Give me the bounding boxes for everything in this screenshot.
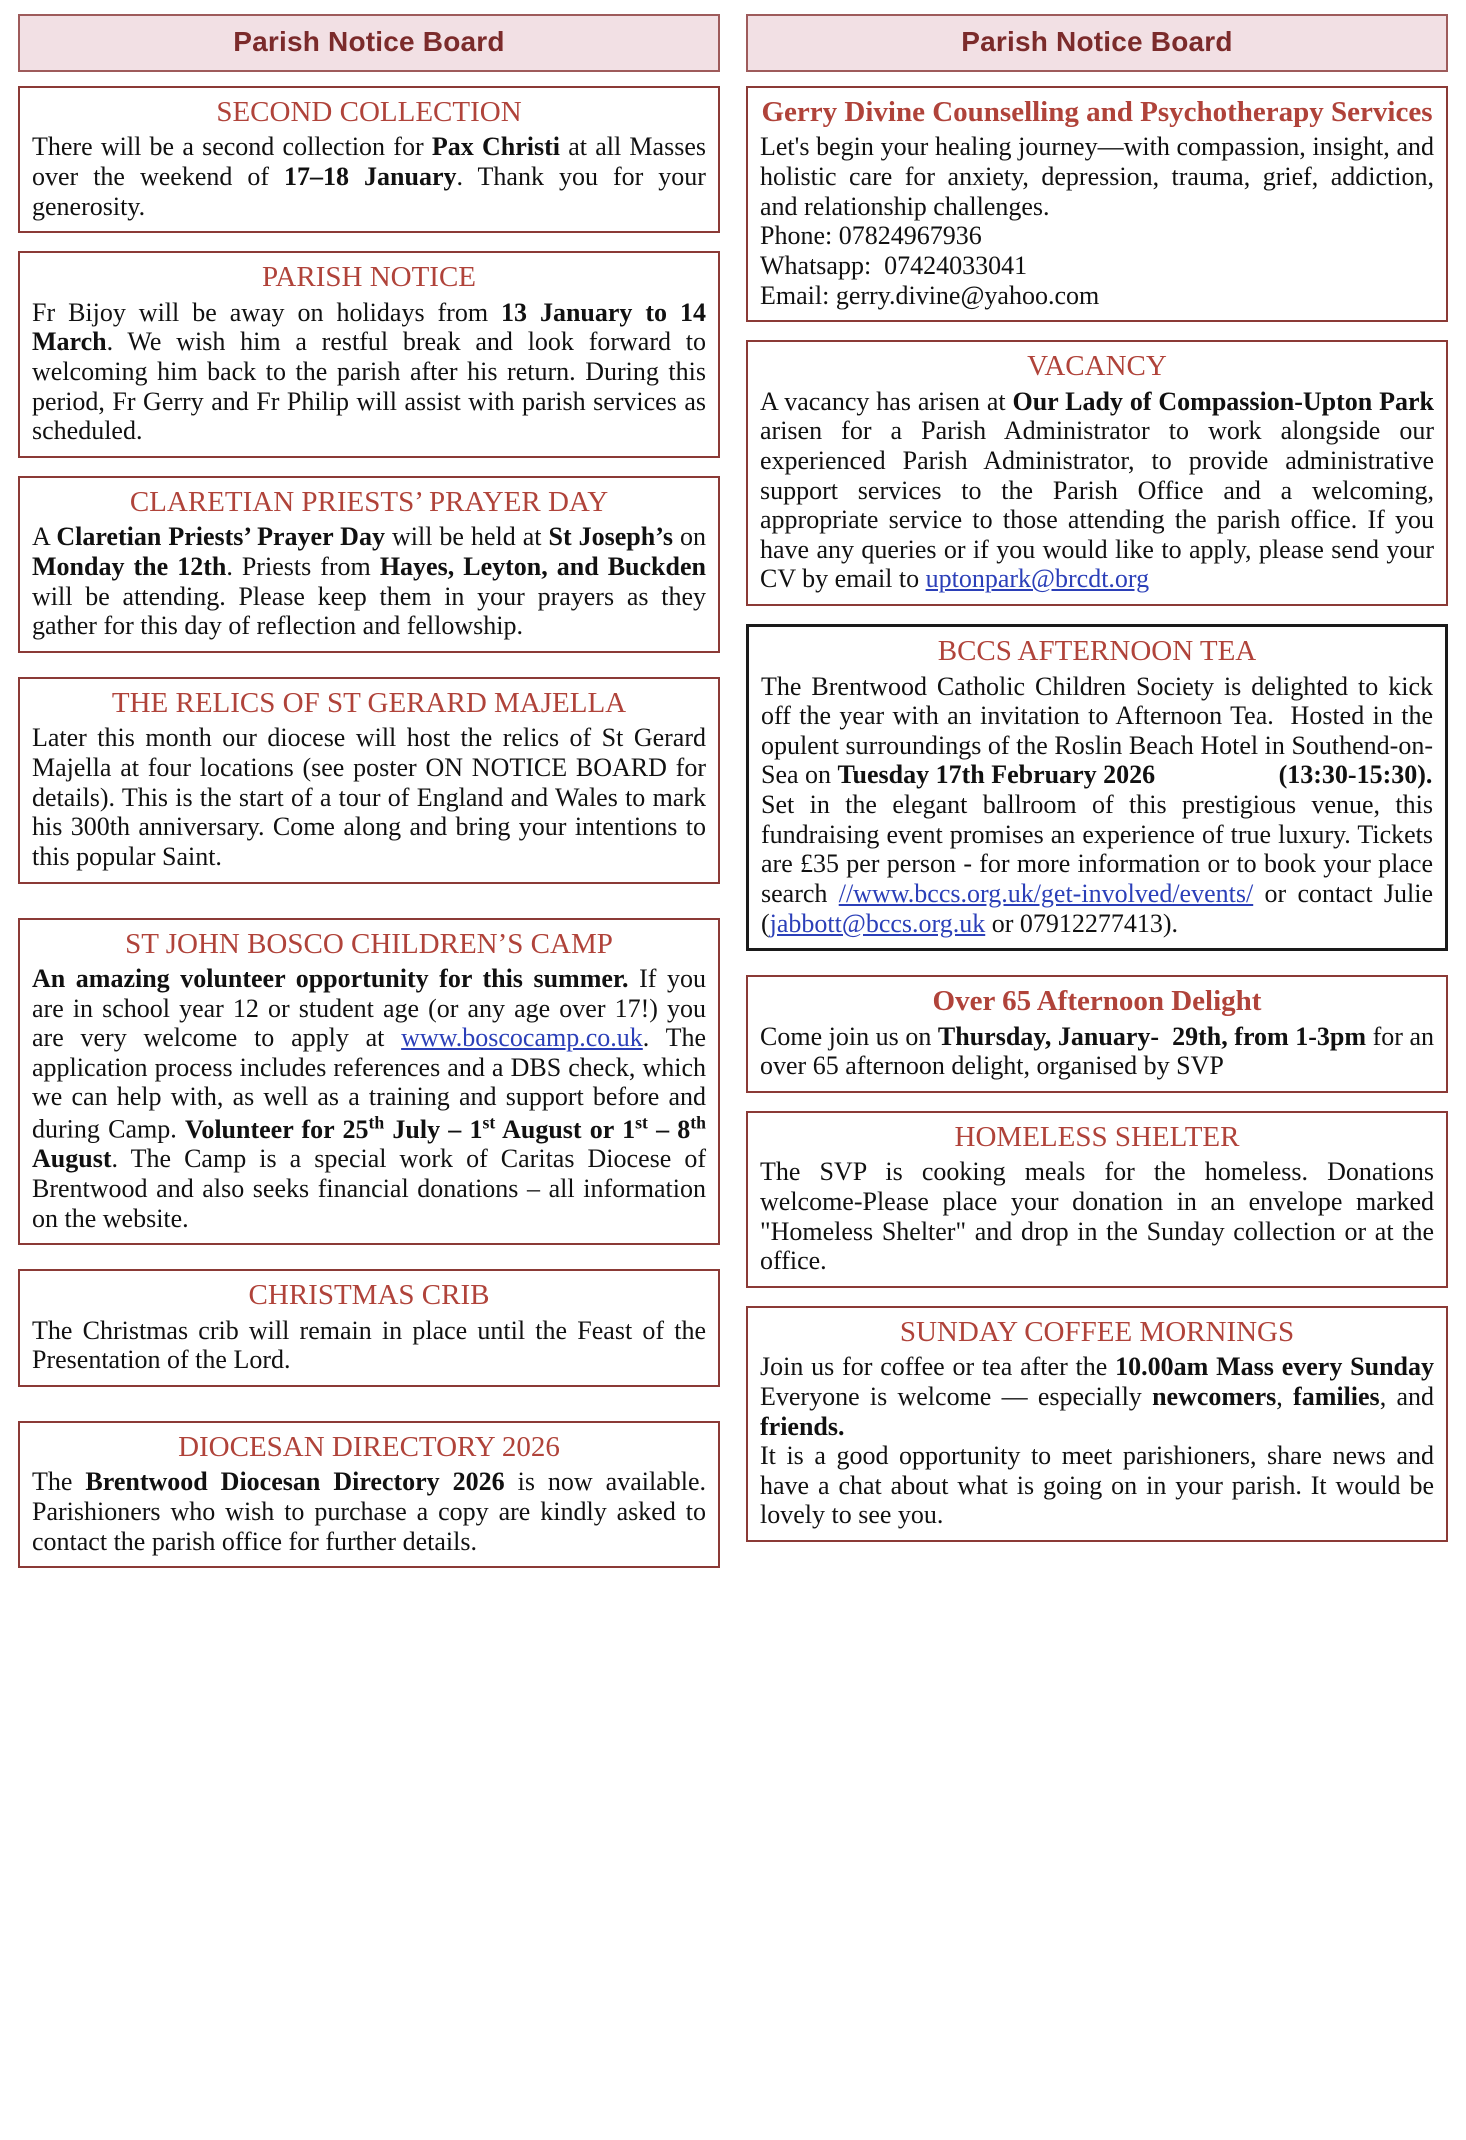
notice-body: Fr Bijoy will be away on holidays from 13 January to 14 March. We wish him a restful break and look forward to welcoming him back to the parish after his return. During this period, Fr Gerry and Fr Philip will assist with parish services as scheduled. bbox=[32, 297, 706, 446]
notice-title: HOMELESS SHELTER bbox=[954, 1120, 1240, 1153]
notice-box bbox=[746, 86, 1448, 322]
left-banner bbox=[18, 14, 720, 72]
notice-body: A vacancy has arisen at Our Lady of Compassion-Upton Park arisen for a Parish Administrator to work alongside our experienced Parish Administrator, to provide administrative support services to the Parish Office and a welcoming, appropriate service to those attending the parish office. If you have any queries or if you would like to apply, please send your CV by email to uptonpark@brcdt.org bbox=[760, 386, 1434, 594]
jabbott-email-link[interactable]: jabbott@bccs.org.uk bbox=[769, 908, 986, 938]
notice-title: Gerry Divine Counselling and Psychotherapy Services bbox=[761, 96, 1433, 128]
right-column bbox=[746, 14, 1448, 1560]
notice-box bbox=[746, 340, 1448, 606]
notice-body: Come join us on Thursday, January- 29th, from 1-3pm for an over 65 afternoon delight, organised by SVP bbox=[760, 1021, 1434, 1081]
right-notice-list bbox=[746, 86, 1448, 1560]
notice-box bbox=[746, 1306, 1448, 1542]
notice-title: THE RELICS OF ST GERARD MAJELLA bbox=[111, 686, 627, 719]
right-banner bbox=[746, 14, 1448, 72]
right-banner-title: Parish Notice Board bbox=[961, 26, 1233, 57]
notice-title: SUNDAY COFFEE MORNINGS bbox=[899, 1315, 1295, 1348]
left-column bbox=[18, 14, 720, 1586]
notice-title: BCCS AFTERNOON TEA bbox=[937, 635, 1257, 668]
notice-body: Join us for coffee or tea after the 10.00am Mass every Sunday Everyone is welcome — especially newcomers, families, and friends. It is a good opportunity to meet parishioners, share news and have a chat about what is going on in your parish. It would be lovely to see you. bbox=[760, 1352, 1434, 1530]
notice-body: The Christmas crib will remain in place until the Feast of the Presentation of the Lord. bbox=[32, 1315, 706, 1375]
notice-title: CLARETIAN PRIESTS’ PRAYER DAY bbox=[129, 485, 609, 518]
notice-box bbox=[18, 677, 720, 884]
spacer bbox=[18, 1405, 720, 1421]
notice-box bbox=[18, 1421, 720, 1568]
notice-box bbox=[18, 251, 720, 458]
spacer bbox=[18, 902, 720, 918]
notice-title: SECOND COLLECTION bbox=[216, 96, 522, 128]
notice-box bbox=[18, 476, 720, 653]
bosco-camp-link[interactable]: www.boscocamp.co.uk bbox=[401, 1023, 643, 1053]
notice-body: Let's begin your healing journey—with compassion, insight, and holistic care for anxiety, depression, trauma, grief, addiction, and relationship challenges. Phone: 07824967936 Whatsapp: 07424033041 Email: gerry.divine@yahoo.com bbox=[760, 132, 1434, 310]
notice-box bbox=[746, 1111, 1448, 1288]
notice-title: ST JOHN BOSCO CHILDREN’S CAMP bbox=[125, 927, 613, 960]
left-banner-title: Parish Notice Board bbox=[233, 26, 505, 57]
notice-body: The Brentwood Catholic Children Society is delighted to kick off the year with an invitation to Afternoon Tea. Hosted in the opulent surroundings of the Roslin Beach Hotel in Southend-on-Sea on Tuesday 17th February 2026 (13:30-15:30). Set in the elegant ballroom of this prestigious venue, this fundraising event promises an experience of true luxury. Tickets are £35 per person - for more information or to book your place search //www.bccs.org.uk/get-involved/events/ or contact Julie (jabbott@bccs.org.uk or 07912277413). bbox=[761, 671, 1433, 938]
notice-title: DIOCESAN DIRECTORY 2026 bbox=[178, 1430, 560, 1463]
notice-box bbox=[18, 1269, 720, 1387]
notice-body: There will be a second collection for Pax Christi at all Masses over the weekend of 17–18 January. Thank you for your generosity. bbox=[32, 132, 706, 221]
left-notice-list bbox=[18, 86, 720, 1586]
notice-body: An amazing volunteer opportunity for this summer. If you are in school year 12 or student age (or any age over 17!) you are very welcome to apply at www.boscocamp.co.uk. The application process includes references and a DBS check, which we can help with, as well as a training and support before and during Camp. Volunteer for 25th July – 1st August or 1st – 8th August. The Camp is a special work of Caritas Diocese of Brentwood and also seeks financial donations – all information on the website. bbox=[32, 963, 707, 1233]
notice-body: The Brentwood Diocesan Directory 2026 is now available. Parishioners who wish to purchase a copy are kindly asked to contact the parish office for further details. bbox=[32, 1467, 707, 1556]
notice-box bbox=[746, 975, 1448, 1093]
notice-body: The SVP is cooking meals for the homeless. Donations welcome-Please place your donation in an envelope marked "Homeless Shelter" and drop in the Sunday collection or at the office. bbox=[760, 1157, 1434, 1276]
notice-body: Later this month our diocese will host the relics of St Gerard Majella at four locations (see poster ON NOTICE BOARD for details). This is the start of a tour of England and Wales to mark his 300th anniversary. Come along and bring your intentions to this popular Saint. bbox=[32, 723, 706, 871]
bccs-events-link[interactable]: //www.bccs.org.uk/get-involved/events/ bbox=[838, 878, 1254, 908]
notice-body: A Claretian Priests’ Prayer Day will be held at St Joseph’s on Monday the 12th. Priests from Hayes, Leyton, and Buckden will be attending. Please keep them in your prayers as they gather for this day of reflection and fellowship. bbox=[32, 522, 707, 641]
notice-title: PARISH NOTICE bbox=[261, 261, 477, 294]
notice-title: CHRISTMAS CRIB bbox=[248, 1279, 490, 1312]
notice-box bbox=[746, 624, 1448, 951]
notice-box bbox=[18, 86, 720, 233]
upton-park-email-link[interactable]: uptonpark@brcdt.org bbox=[925, 564, 1150, 594]
notice-box bbox=[18, 918, 720, 1246]
notice-title: VACANCY bbox=[1027, 350, 1167, 383]
notice-title: Over 65 Afternoon Delight bbox=[932, 985, 1262, 1018]
